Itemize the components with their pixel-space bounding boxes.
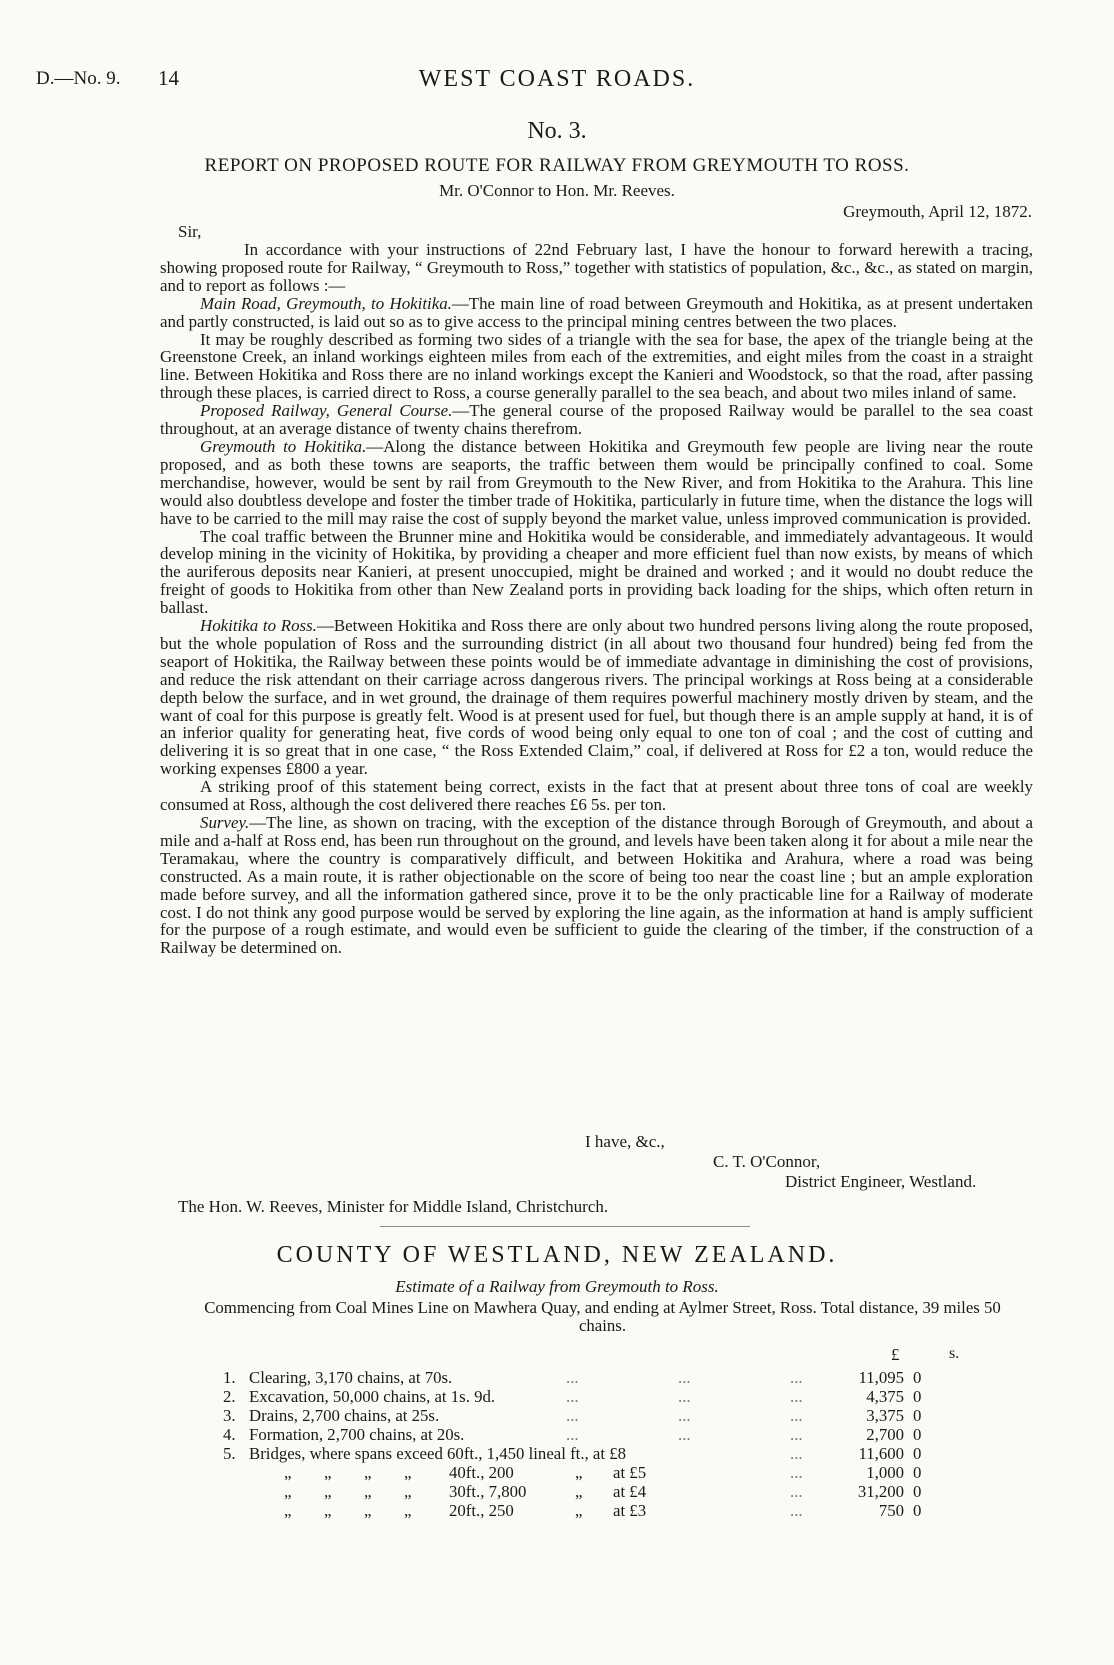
side-heading: Survey. [200, 813, 250, 832]
document-reference: D.—No. 9. [36, 68, 121, 89]
item-shillings: 0 [913, 1368, 922, 1387]
bridge-row: „ „ „ „ 30ft., 7,800 „ at £4 ... 31,200 0 [284, 1482, 922, 1501]
place-and-date: Greymouth, April 12, 1872. [843, 202, 1032, 221]
ditto-mark: „ [364, 1463, 372, 1482]
ditto-mark: „ [364, 1501, 372, 1520]
item-pounds: 3,375 [866, 1406, 904, 1425]
item-pounds: 31,200 [857, 1482, 904, 1501]
letter-body [160, 241, 1033, 957]
bridge-rate: at £3 [613, 1501, 647, 1520]
letter-paragraph: Proposed Railway, General Course.—The general course of the proposed Railway would be parallel to the sea coast throughout, at an average distance of twenty chains therefrom. [160, 401, 1033, 439]
ditto-mark: „ [404, 1463, 412, 1482]
side-heading: Greymouth to Hokitika. [200, 436, 367, 456]
addressee: The Hon. W. Reeves, Minister for Middle Island, Christchurch. [178, 1197, 609, 1216]
bridge-row: „ „ „ „ 40ft., 200 „ at £5 ... 1,000 0 [284, 1463, 922, 1482]
signatory-name: C. T. O'Connor, [713, 1152, 821, 1171]
item-description: Drains, 2,700 chains, at 25s. [249, 1406, 440, 1425]
ditto-mark: „ [324, 1501, 332, 1520]
item-description: Formation, 2,700 chains, at 20s. [249, 1425, 465, 1444]
item-shillings: 0 [913, 1501, 922, 1520]
side-heading: Proposed Railway, General Course. [200, 401, 453, 421]
item-pounds: 11,600 [858, 1444, 904, 1463]
letter-paragraph: The coal traffic between the Brunner mine and Hokitika would be considerable, and immediately advantageous. It would develop mining in the vicinity of Hokitika, by providing a cheaper and more efficient fuel than now exists, by means of which the auriferous deposits near Kanieri, at present unoccupied, might be drained and worked ; and it would no doubt reduce the freight of goods to Hokitika from other than New Zealand ports in providing back loading for the ships, which often return in ballast. [160, 526, 1033, 618]
ditto-mark: „ [575, 1463, 583, 1482]
bridge-span: 30ft., 7,800 [449, 1482, 527, 1501]
item-description: Clearing, 3,170 chains, at 70s. [249, 1368, 453, 1387]
ditto-mark: „ [284, 1501, 292, 1520]
ditto-mark: „ [324, 1463, 332, 1482]
item-pounds: 750 [878, 1501, 904, 1520]
item-number: 4. [223, 1425, 236, 1444]
report-title: REPORT ON PROPOSED ROUTE FOR RAILWAY FROM GREYMOUTH TO ROSS. [204, 155, 910, 176]
report-from-to: Mr. O'Connor to Hon. Mr. Reeves. [439, 181, 675, 200]
item-pounds: 11,095 [858, 1368, 904, 1387]
shillings-column-header: s. [949, 1345, 960, 1362]
item-description: Bridges, where spans exceed 60ft., 1,450 lineal ft., at £8 [249, 1444, 627, 1463]
running-title: WEST COAST ROADS. [418, 66, 696, 92]
ditto-mark: „ [575, 1482, 583, 1501]
estimate-row: 2. Excavation, 50,000 chains, at 1s. 9d. ... ... ... 4,375 0 [223, 1387, 922, 1406]
estimate-row: 4. Formation, 2,700 chains, at 20s. ... ... ... 2,700 0 [223, 1425, 922, 1444]
bridge-span: 20ft., 250 [449, 1501, 514, 1520]
letter-paragraph: It may be roughly described as forming two sides of a triangle with the sea for base, the apex of the triangle being at the Greenstone Creek, an inland workings eighteen miles from each of the extremities, and eight miles from the coast in a straight line. Between Hokitika and Ross there are no inland workings except the Kanieri and Woodstock, so that the road, after passing through these places, is carried direct to Ross, a course generally parallel to the sea beach, and about two miles inland of same. [160, 329, 1033, 403]
letter-paragraph: A striking proof of this statement being correct, exists in the fact that at present about three tons of coal are weekly consumed at Ross, although the cost delivered there reaches £6 5s. per ton. [160, 777, 1033, 815]
page-number: 14 [158, 66, 179, 90]
estimate-description: Commencing from Coal Mines Line on Mawhera Quay, and ending at Aylmer Street, Ross. Total distance, 39 miles 50 chains. [204, 1298, 1001, 1335]
bridge-row: „ „ „ „ 20ft., 250 „ at £3 ... 750 0 [284, 1501, 922, 1520]
estimate-row: 3. Drains, 2,700 chains, at 25s. ... ... ... 3,375 0 [223, 1406, 922, 1425]
side-heading: Main Road, Greymouth, to Hokitika. [200, 293, 452, 313]
letter-paragraph: Survey.—The line, as shown on tracing, with the exception of the distance through Borough of Greymouth, and about a mile and a-half at Ross end, has been run throughout on the ground, and levels have been taken along it for about a mile near the Teramakau, where the country is comparatively difficult, and between Hokitika and Arahura, where a road was being constructed. As a main route, it is rather objectionable on the score of being too near the coast line ; but an ample exploration made before survey, and all the information gathered since, prove it to be the only practicable line for a Railway of moderate cost. I do not think any good purpose would be served by exploring the line again, as the information at hand is amply sufficient for the purpose of a rough estimate, and would even be sufficient to guide the clearing of the timber, if the construction of a Railway be determined on. [160, 813, 1033, 958]
letter-paragraph: Main Road, Greymouth, to Hokitika.—The main line of road between Greymouth and Hokitika, as at present undertaken and partly constructed, is laid out so as to give access to the principal mining centres between the two places. [160, 293, 1034, 331]
item-number: 2. [223, 1387, 236, 1406]
item-shillings: 0 [913, 1444, 922, 1463]
estimate-row: 1. Clearing, 3,170 chains, at 70s. ... ... ... 11,095 0 [223, 1368, 922, 1387]
ditto-mark: „ [404, 1501, 412, 1520]
item-pounds: 4,375 [866, 1387, 904, 1406]
item-description: Excavation, 50,000 chains, at 1s. 9d. [249, 1387, 496, 1406]
estimate-row: 5. Bridges, where spans exceed 60ft., 1,450 lineal ft., at £8 ... 11,600 0 [223, 1444, 922, 1463]
ditto-mark: „ [324, 1482, 332, 1501]
letter-paragraph: Hokitika to Ross.—Between Hokitika and Ross there are only about two hundred persons living along the route proposed, but the whole population of Ross and the surrounding district (in all about two thousand four hundred) being fed from the seaport of Hokitika, the Railway between these points would be of immediate advantage in diminishing the cost of provisions, and reduce the risk attendant on their carriage across dangerous rivers. The principal workings at Ross being at a considerable depth below the surface, and in wet ground, the drainage of them requires powerful machinery mostly driven by steam, and the want of coal for this purpose is greatly felt. Wood is at present used for fuel, but though there is an ample supply at hand, it is of an inferior quality for generating heat, five cords of wood being only equal to one ton of coal ; and the cost of cutting and delivering it is so great that in one case, “ the Ross Extended Claim,” coal, if delivered at Ross for £2 a ton, would reduce the working expenses £800 a year. [160, 616, 1033, 779]
letter-paragraph: Greymouth to Hokitika.—Along the distance between Hokitika and Greymouth few people are living near the route proposed, and as both these towns are seaports, the traffic between them would be principally confined to coal. Some merchandise, however, would be sent by rail from Greymouth to the New River, and from Hokitika to the Arahura. This line would also doubtless develope and foster the timber trade of Hokitika, particularly in future time, when the distance the logs will have to be carried to the mill may raise the cost of supply beyond the market value, unless improved communication is provided. [160, 436, 1033, 528]
section-divider [380, 1226, 750, 1227]
side-heading: Hokitika to Ross. [200, 616, 317, 636]
salutation: Sir, [178, 222, 202, 241]
ditto-mark: „ [364, 1482, 372, 1501]
item-shillings: 0 [913, 1425, 922, 1444]
ditto-mark: „ [284, 1463, 292, 1482]
item-number: 5. [223, 1444, 236, 1463]
estimate-heading: COUNTY OF WESTLAND, NEW ZEALAND. [276, 1242, 838, 1268]
estimate-subheading: Estimate of a Railway from Greymouth to Ross. [395, 1277, 719, 1296]
item-shillings: 0 [913, 1463, 922, 1482]
item-shillings: 0 [913, 1387, 922, 1406]
bridge-span: 40ft., 200 [449, 1463, 514, 1482]
section-number: No. 3. [527, 118, 587, 144]
pounds-column-header: £ [891, 1345, 900, 1364]
item-pounds: 1,000 [866, 1463, 904, 1482]
item-number: 3. [223, 1406, 236, 1425]
ditto-mark: „ [404, 1482, 412, 1501]
signatory-title: District Engineer, Westland. [785, 1172, 977, 1191]
bridge-rate: at £4 [613, 1482, 647, 1501]
item-number: 1. [223, 1368, 236, 1387]
item-shillings: 0 [913, 1406, 922, 1425]
item-pounds: 2,700 [866, 1425, 904, 1444]
bridge-rate: at £5 [613, 1463, 647, 1482]
ditto-mark: „ [575, 1501, 583, 1520]
ditto-mark: „ [284, 1482, 292, 1501]
closing: I have, &c., [585, 1132, 665, 1151]
item-shillings: 0 [913, 1482, 922, 1501]
letter-paragraph: In accordance with your instructions of 22nd February last, I have the honour to forward herewith a tracing, showing proposed route for Railway, “ Greymouth to Ross,” together with statistics of population, &c., &c., as stated on margin, and to report as follows :— [160, 240, 1033, 295]
